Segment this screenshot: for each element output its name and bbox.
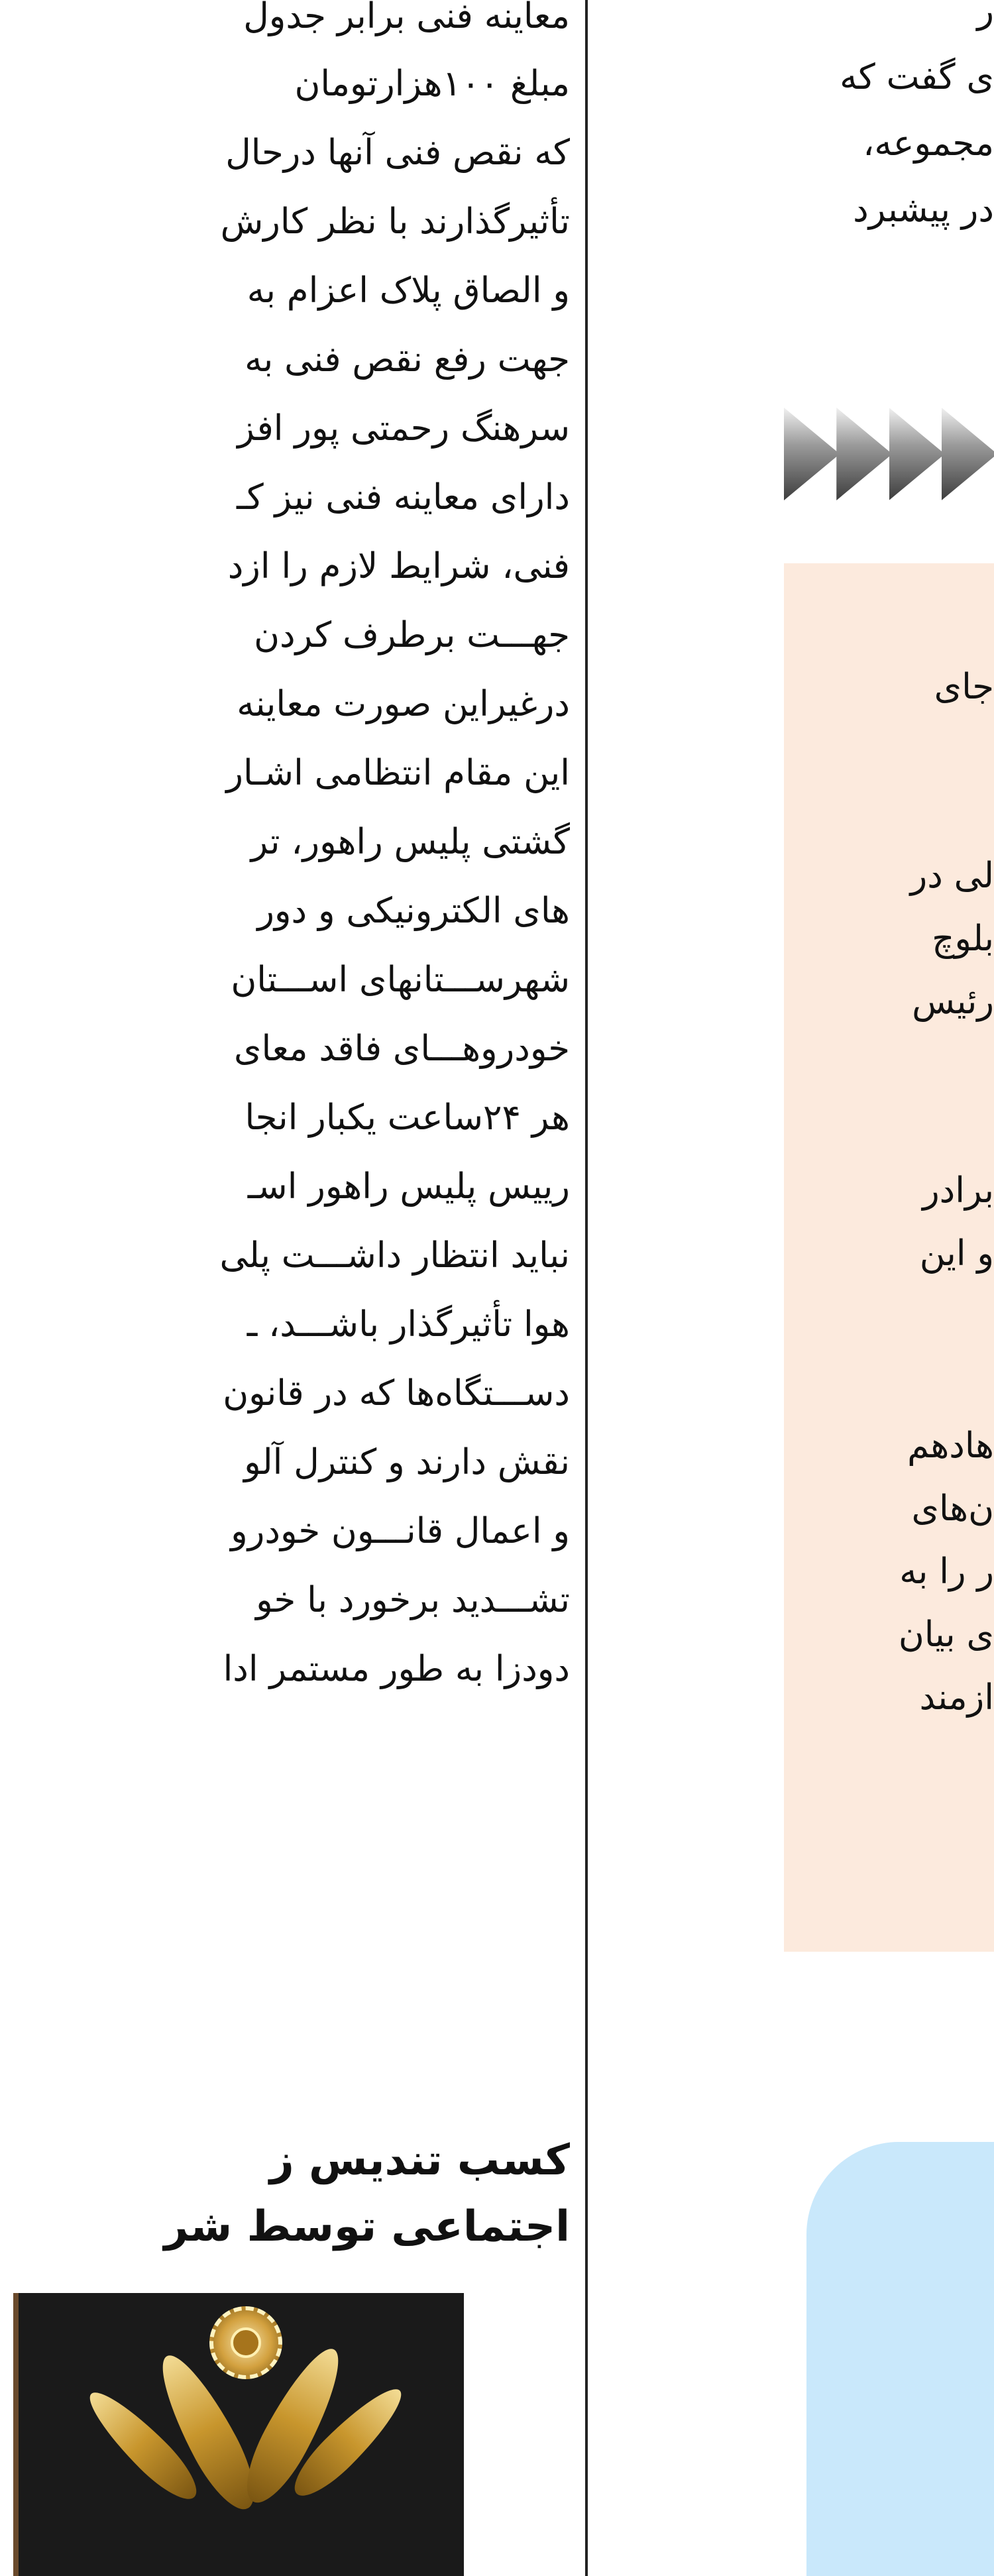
- column-divider: [585, 0, 588, 2576]
- article-line-13: گشتی پلیس راهور، تر: [250, 822, 570, 862]
- article-line-10: جهـــت برطرف کردن: [254, 615, 570, 655]
- article-line-16: خودروهـــای فاقد معای: [233, 1029, 570, 1069]
- gear-center-icon: [231, 2327, 261, 2358]
- article-line-14: های الکترونیکی و دور: [257, 891, 570, 931]
- article-line-9: فنی، شرایط لازم را ازد: [227, 546, 570, 587]
- box-line-10: ی بیان: [898, 1614, 994, 1655]
- article-line-20: هوا تأثیرگذار باشـــد، ـ: [247, 1304, 570, 1345]
- box-line-5: برادر: [922, 1170, 994, 1211]
- article-line-21: دســـتگاه‌ها که در قانون: [223, 1373, 570, 1414]
- article-line-1: معاینه فنی برابر جدول: [243, 0, 570, 36]
- box-line-7: هادهم: [907, 1426, 994, 1466]
- article-line-4: تأثیرگذارند با نظر کارش: [220, 201, 570, 242]
- article-line-7: سرهنگ رحمتی پور افز: [237, 408, 570, 449]
- right-top-line-4: در پیشبرد: [853, 190, 994, 230]
- article-line-2: مبلغ ۱۰۰هزارتومان: [294, 64, 570, 104]
- chevron-right-icon: [784, 408, 840, 500]
- article-line-15: شهرســـتانهای اســـتان: [231, 960, 570, 1000]
- chevron-right-icon: [942, 408, 994, 500]
- box-line-2: لی در: [910, 856, 994, 896]
- chevron-right-icon: [889, 408, 945, 500]
- article-heading-line-2: اجتماعی توسط شر: [164, 2202, 570, 2251]
- article-line-18: رییس پلیس راهور اسـ: [247, 1166, 570, 1207]
- box-line-8: ن‌های: [911, 1488, 994, 1529]
- article-line-25: دودزا به طور مستمر ادا: [223, 1649, 570, 1689]
- article-line-6: جهت رفع نقص فنی به: [245, 339, 570, 380]
- article-line-19: نباید انتظار داشـــت پلی: [219, 1235, 570, 1276]
- article-line-3: که نقص فنی آنها درحال: [225, 133, 570, 173]
- chevron-right-icon: [836, 408, 892, 500]
- box-line-4: رئیس: [912, 981, 994, 1022]
- box-line-9: ر را به: [899, 1551, 994, 1592]
- box-line-11: ازمند: [919, 1677, 994, 1718]
- peach-info-box: [784, 563, 994, 1952]
- article-line-22: نقش دارند و کنترل آلو: [244, 1442, 570, 1483]
- article-line-11: درغیراین صورت معاینه: [237, 684, 570, 724]
- article-line-17: هر ۲۴ساعت یکبار انجا: [245, 1097, 570, 1138]
- article-heading-line-1: کسب تندیس ز: [269, 2136, 570, 2185]
- article-line-8: دارای معاینه فنی نیز کـ: [236, 477, 570, 518]
- article-line-23: و اعمال قانـــون خودرو: [231, 1511, 570, 1551]
- article-line-5: و الصاق پلاک اعزام به: [247, 270, 570, 311]
- article-line-24: تشـــدید برخورد با خو: [256, 1580, 570, 1620]
- emblem-photo: [13, 2293, 464, 2576]
- gray-arrow-ornament: [784, 408, 994, 517]
- right-top-line-3: مجموعه،: [863, 123, 994, 164]
- box-line-6: و این: [919, 1233, 994, 1274]
- box-line-3: بلوچ: [932, 919, 994, 959]
- box-line-1: جای: [934, 667, 994, 707]
- right-top-line-1: ر: [977, 0, 994, 31]
- blue-decorative-shape: [806, 2142, 994, 2576]
- article-line-12: این مقام انتظامی اشـار: [226, 753, 570, 793]
- right-top-line-2: ی گفت که: [840, 57, 994, 97]
